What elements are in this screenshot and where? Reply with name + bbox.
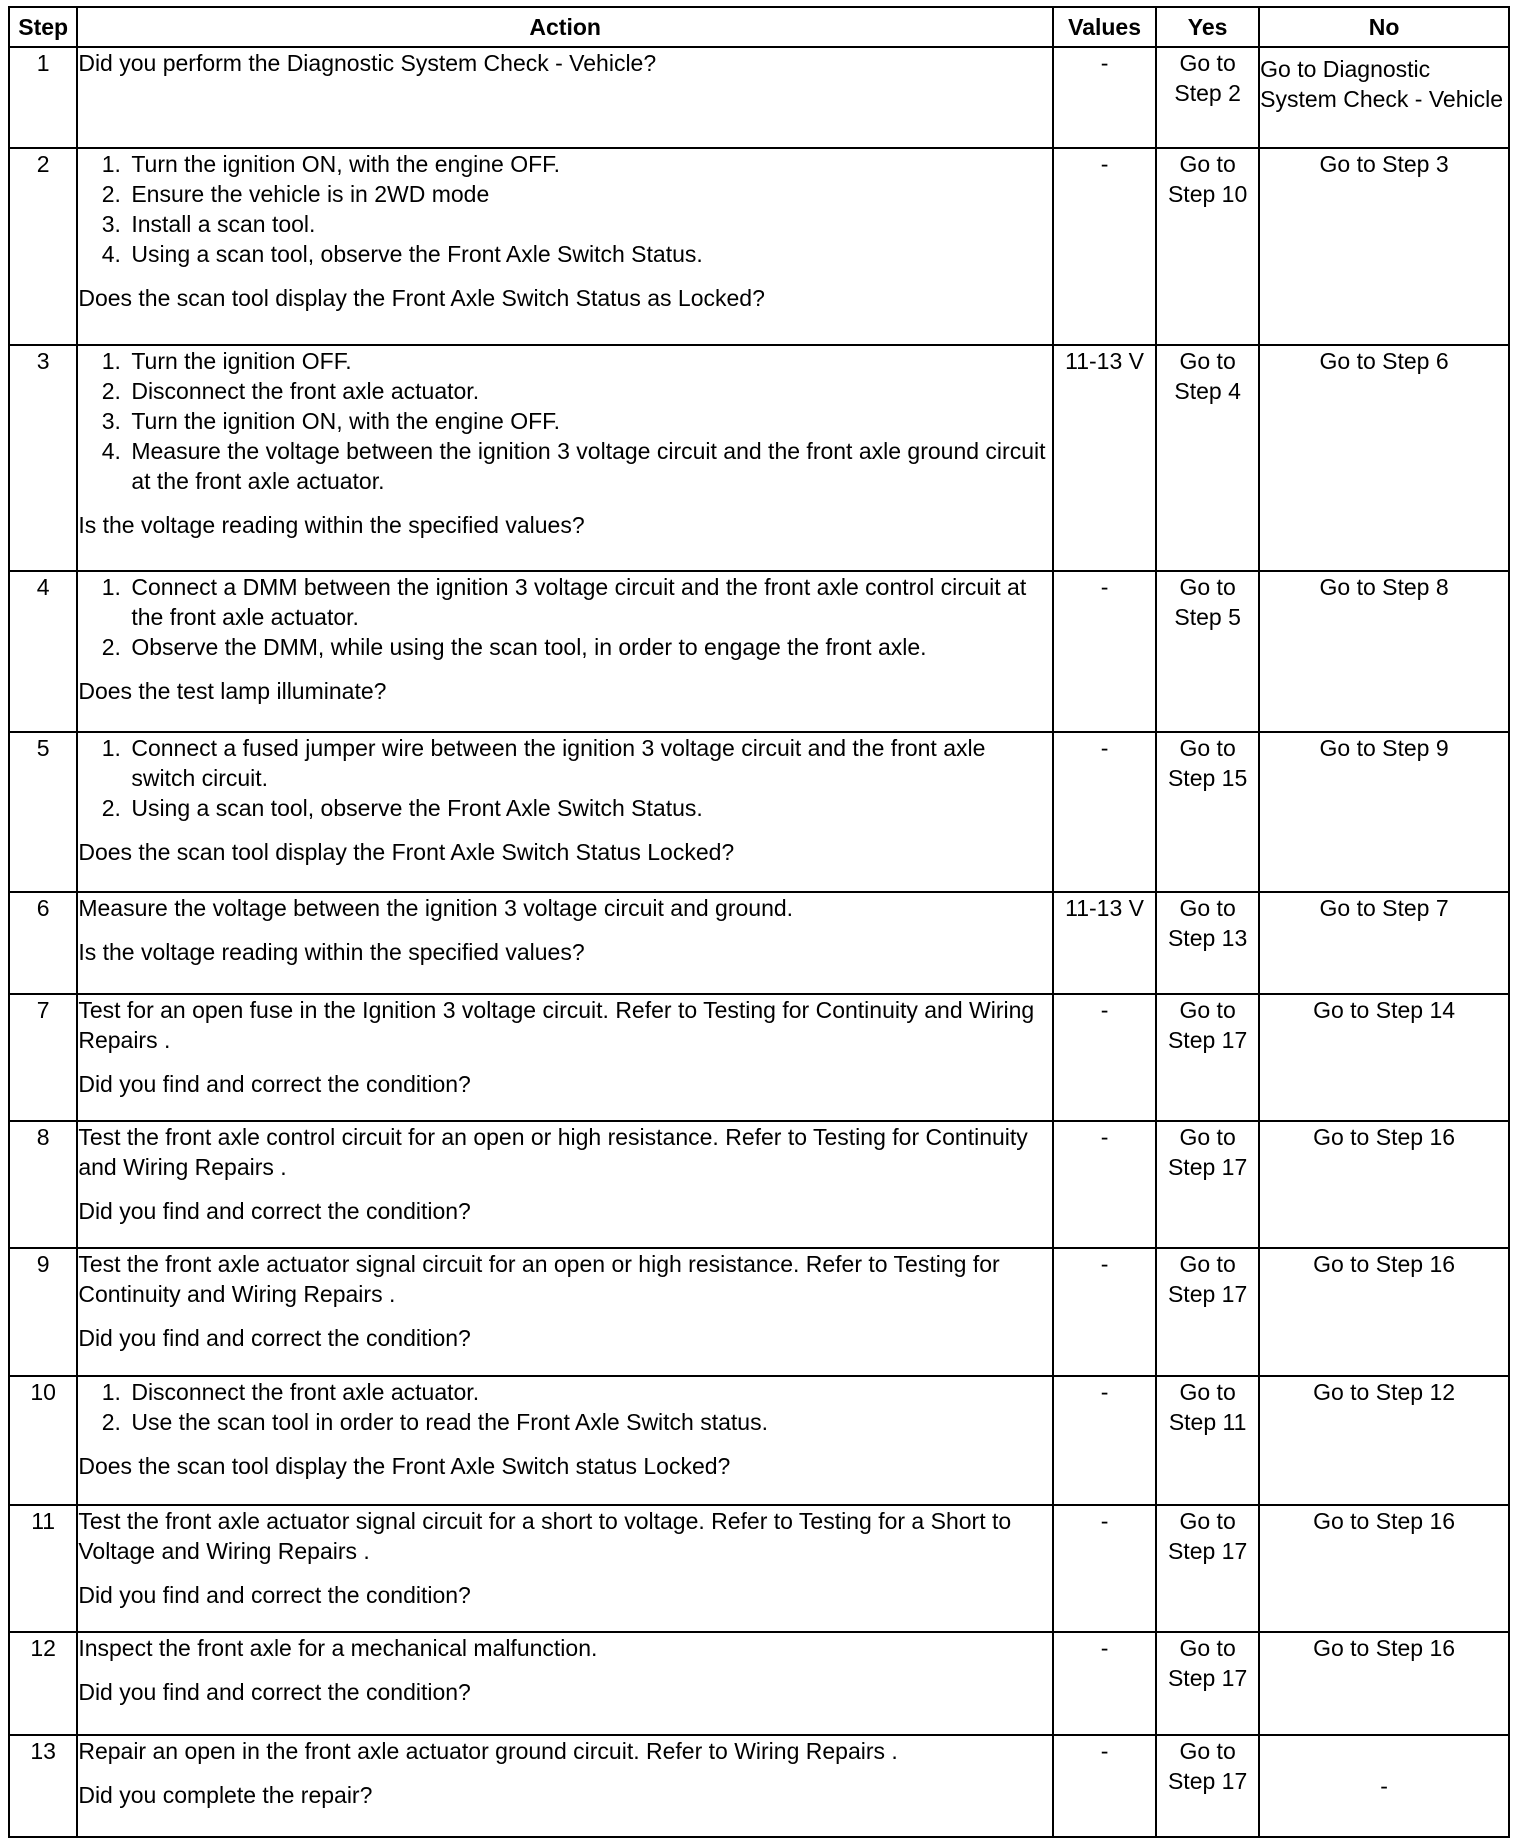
values-cell: - <box>1053 1735 1156 1837</box>
yes-cell: Go to Step 17 <box>1156 1632 1259 1734</box>
action-step: 2. Observe the DMM, while using the scan tool, in order to engage the front axle. <box>127 632 1052 662</box>
table-row <box>9 732 1509 892</box>
step-number: 2 <box>9 148 77 345</box>
no-cell: Go to Step 16 <box>1259 1505 1509 1632</box>
no-cell: Go to Step 14 <box>1259 994 1509 1121</box>
values-cell: - <box>1053 732 1156 892</box>
action-cell <box>77 1248 1053 1375</box>
action-cell <box>77 1505 1053 1632</box>
action-cell <box>77 892 1053 993</box>
yes-cell: Go to Step 4 <box>1156 345 1259 572</box>
table-row <box>9 1505 1509 1632</box>
action-step: 3. Turn the ignition ON, with the engine OFF. <box>127 406 1052 436</box>
step-number: 4 <box>9 571 77 731</box>
action-question: Does the scan tool display the Front Axle Switch Status Locked? <box>78 838 735 865</box>
action-question: Does the scan tool display the Front Axle Switch Status as Locked? <box>78 285 765 312</box>
values-cell: 11-13 V <box>1053 345 1156 572</box>
action-steps <box>78 733 1052 823</box>
yes-cell: Go to Step 10 <box>1156 148 1259 345</box>
action-cell <box>77 994 1053 1121</box>
yes-cell: Go to Step 11 <box>1156 1376 1259 1505</box>
table-row <box>9 1735 1509 1837</box>
step-number: 5 <box>9 732 77 892</box>
header-row <box>9 7 1509 47</box>
diagnostic-table <box>8 6 1510 1838</box>
action-step: 1. Disconnect the front axle actuator. <box>127 1377 1052 1407</box>
action-question: Did you find and correct the condition? <box>78 1197 471 1224</box>
header-values: Values <box>1053 7 1156 47</box>
no-cell: Go to Step 3 <box>1259 148 1509 345</box>
no-cell: Go to Diagnostic System Check - Vehicle <box>1259 47 1509 148</box>
values-cell: 11-13 V <box>1053 892 1156 993</box>
no-cell: Go to Step 9 <box>1259 732 1509 892</box>
table-row <box>9 1376 1509 1505</box>
action-text: Measure the voltage between the ignition 3 voltage circuit and ground. <box>78 895 794 922</box>
action-text: Repair an open in the front axle actuator ground circuit. Refer to Wiring Repairs . <box>78 1737 898 1764</box>
action-text: Did you perform the Diagnostic System Check - Vehicle? <box>78 50 657 76</box>
action-cell <box>77 345 1053 572</box>
action-cell <box>77 1121 1053 1248</box>
table-row <box>9 148 1509 345</box>
action-question: Is the voltage reading within the specified values? <box>78 939 585 966</box>
action-text: Test the front axle control circuit for an open or high resistance. Refer to Testing for Continuity and Wiring Repairs . <box>78 1123 1028 1180</box>
no-cell: - <box>1259 1735 1509 1837</box>
action-step: 2. Using a scan tool, observe the Front Axle Switch Status. <box>127 793 1052 823</box>
values-cell: - <box>1053 1376 1156 1505</box>
action-text: Test for an open fuse in the Ignition 3 voltage circuit. Refer to Testing for Continuity and Wiring Repairs . <box>78 996 1035 1053</box>
values-cell: - <box>1053 1248 1156 1375</box>
action-step: 1. Turn the ignition ON, with the engine OFF. <box>127 149 1052 179</box>
table-row <box>9 892 1509 993</box>
values-cell: - <box>1053 148 1156 345</box>
no-cell: Go to Step 6 <box>1259 345 1509 572</box>
values-cell: - <box>1053 47 1156 148</box>
yes-cell: Go to Step 5 <box>1156 571 1259 731</box>
no-cell: Go to Step 16 <box>1259 1248 1509 1375</box>
action-cell <box>77 148 1053 345</box>
no-cell: Go to Step 7 <box>1259 892 1509 993</box>
step-number: 7 <box>9 994 77 1121</box>
yes-cell: Go to Step 15 <box>1156 732 1259 892</box>
action-cell <box>77 1735 1053 1837</box>
action-steps <box>78 346 1052 496</box>
action-steps <box>78 1377 1052 1437</box>
action-question: Does the scan tool display the Front Axle Switch status Locked? <box>78 1452 731 1479</box>
action-text: Test the front axle actuator signal circuit for a short to voltage. Refer to Testing for a Short to Voltage and Wiring Repairs . <box>78 1508 1012 1564</box>
values-cell: - <box>1053 1632 1156 1734</box>
header-step: Step <box>9 7 77 47</box>
step-number: 10 <box>9 1376 77 1505</box>
action-step: 1. Connect a fused jumper wire between the ignition 3 voltage circuit and the front axle switch circuit. <box>127 733 1052 793</box>
yes-cell: Go to Step 17 <box>1156 1248 1259 1375</box>
values-cell: - <box>1053 1121 1156 1248</box>
action-step: 1. Connect a DMM between the ignition 3 voltage circuit and the front axle control circuit at the front axle actuator. <box>127 572 1052 632</box>
action-steps <box>78 572 1052 662</box>
action-step: 1. Turn the ignition OFF. <box>127 346 1052 376</box>
header-action: Action <box>77 7 1053 47</box>
yes-cell: Go to Step 13 <box>1156 892 1259 993</box>
no-cell: Go to Step 16 <box>1259 1632 1509 1734</box>
table-row <box>9 47 1509 148</box>
table-row <box>9 1121 1509 1248</box>
action-step: 4. Measure the voltage between the ignition 3 voltage circuit and the front axle ground circuit at the front axle actuator. <box>127 436 1052 496</box>
action-step: 3. Install a scan tool. <box>127 209 1052 239</box>
yes-cell: Go to Step 17 <box>1156 1735 1259 1837</box>
action-cell <box>77 1376 1053 1505</box>
yes-cell: Go to Step 17 <box>1156 1121 1259 1248</box>
action-question: Does the test lamp illuminate? <box>78 678 387 705</box>
action-text: Test the front axle actuator signal circuit for an open or high resistance. Refer to Testing for Continuity and Wiring Repairs . <box>78 1251 1000 1308</box>
step-number: 11 <box>9 1505 77 1632</box>
yes-cell: Go to Step 2 <box>1156 47 1259 148</box>
action-question: Is the voltage reading within the specified values? <box>78 511 585 538</box>
action-cell <box>77 1632 1053 1734</box>
action-step: 4. Using a scan tool, observe the Front Axle Switch Status. <box>127 239 1052 269</box>
table-row <box>9 1632 1509 1734</box>
action-cell <box>77 732 1053 892</box>
values-cell: - <box>1053 1505 1156 1632</box>
action-question: Did you find and correct the condition? <box>78 1679 471 1706</box>
table-row <box>9 1248 1509 1375</box>
action-question: Did you find and correct the condition? <box>78 1582 471 1608</box>
no-cell: Go to Step 8 <box>1259 571 1509 731</box>
step-number: 12 <box>9 1632 77 1734</box>
action-step: 2. Use the scan tool in order to read the Front Axle Switch status. <box>127 1407 1052 1437</box>
no-cell: Go to Step 12 <box>1259 1376 1509 1505</box>
action-cell <box>77 571 1053 731</box>
action-step: 2. Disconnect the front axle actuator. <box>127 376 1052 406</box>
step-number: 13 <box>9 1735 77 1837</box>
action-step: 2. Ensure the vehicle is in 2WD mode <box>127 179 1052 209</box>
step-number: 3 <box>9 345 77 572</box>
yes-cell: Go to Step 17 <box>1156 1505 1259 1632</box>
action-text: Inspect the front axle for a mechanical malfunction. <box>78 1635 598 1662</box>
table-row <box>9 571 1509 731</box>
step-number: 6 <box>9 892 77 993</box>
action-cell <box>77 47 1053 148</box>
no-cell: Go to Step 16 <box>1259 1121 1509 1248</box>
action-question: Did you find and correct the condition? <box>78 1070 471 1097</box>
step-number: 8 <box>9 1121 77 1248</box>
step-number: 1 <box>9 47 77 148</box>
header-no: No <box>1259 7 1509 47</box>
yes-cell: Go to Step 17 <box>1156 994 1259 1121</box>
action-question: Did you find and correct the condition? <box>78 1325 471 1352</box>
action-question: Did you complete the repair? <box>78 1781 373 1808</box>
action-steps <box>78 149 1052 269</box>
step-number: 9 <box>9 1248 77 1375</box>
table-row <box>9 345 1509 572</box>
values-cell: - <box>1053 571 1156 731</box>
table-row <box>9 994 1509 1121</box>
values-cell: - <box>1053 994 1156 1121</box>
header-yes: Yes <box>1156 7 1259 47</box>
